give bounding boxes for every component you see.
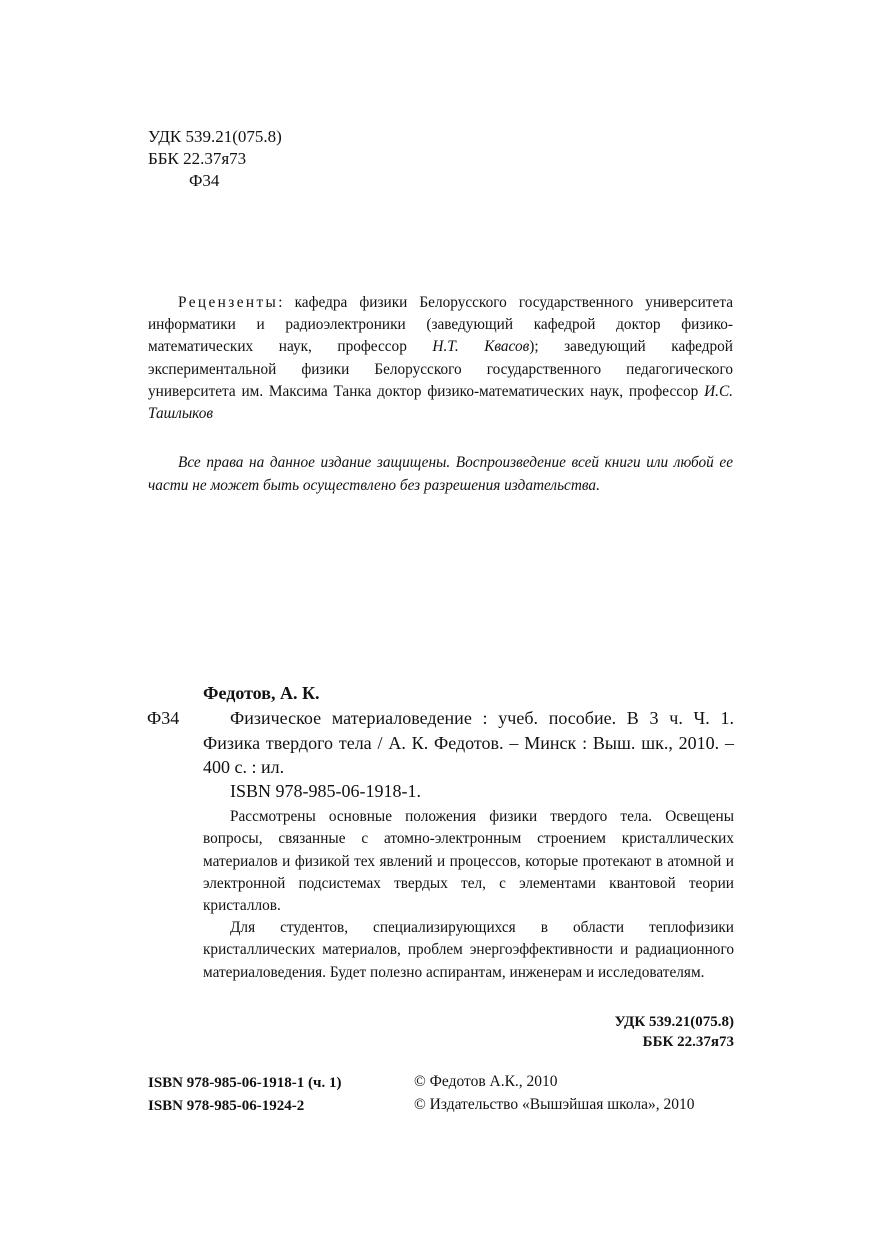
author-mark: Ф34 (189, 171, 220, 190)
annotation-paragraph-1: Рассмотрены основные положения физики твердого тела. Освещены вопросы, связанные с атомно-электронным строением кристаллических материалов и физикой тех явлений и процессов, которые протекают в атомной и электронной подсистемах твердых тел, с элементами квантовой теории кристаллов. (203, 808, 734, 915)
rights-notice: Все права на данное издание защищены. Воспроизведение всей книги или любой ее части не может быть осуществлено без разрешения издательства. (148, 454, 733, 494)
card-udk: УДК 539.21(075.8) (614, 1014, 734, 1030)
isbn-part: ISBN 978-985-06-1918-1 (ч. 1) (148, 1075, 342, 1091)
card-bbk: ББК 22.37я73 (642, 1034, 734, 1050)
reviewer-2-name: И.С. Ташлыков (148, 382, 733, 423)
reviewers-text-2: ); заведующий кафедрой экспериментальной физики Белорусского государственного педагогического университета им. Максима Танка доктор физико-математических наук, профессор (148, 338, 733, 400)
reviewers-paragraph (148, 292, 733, 425)
udk-code: УДК 539.21(075.8) (148, 127, 282, 146)
reviewer-1-name: Н.Т. Квасов (432, 338, 530, 356)
card-entry: Физическое материаловедение : учеб. пособие. В 3 ч. Ч. 1. Физика твердого тела / А. К. Федотов. – Минск : Выш. шк., 2010. – 400 с. : ил. (203, 708, 734, 777)
card-isbn: ISBN 978-985-06-1918-1. (230, 781, 421, 801)
annotation-paragraph-2: Для студентов, специализирующихся в области теплофизики кристаллических материалов, проблем энергоэффективности и радиационного материаловедения. Будет полезно аспирантам, инженерам и исследователям. (203, 919, 734, 981)
bbk-code: ББК 22.37я73 (148, 149, 247, 168)
copyright-publisher: © Издательство «Вышэйшая школа», 2010 (414, 1096, 695, 1113)
isbn-set: ISBN 978-985-06-1924-2 (148, 1098, 305, 1114)
reviewers-label: Рецензенты (178, 294, 279, 311)
copyright-author: © Федотов А.К., 2010 (414, 1073, 558, 1090)
reviewers-text-1: : кафедра физики Белорусского государственного университета информатики и радиоэлектроники (заведующий кафедрой доктор физико-математических наук, профессор (148, 294, 733, 356)
card-author-mark: Ф34 (147, 708, 180, 728)
card-author: Федотов, А. К. (203, 683, 320, 703)
